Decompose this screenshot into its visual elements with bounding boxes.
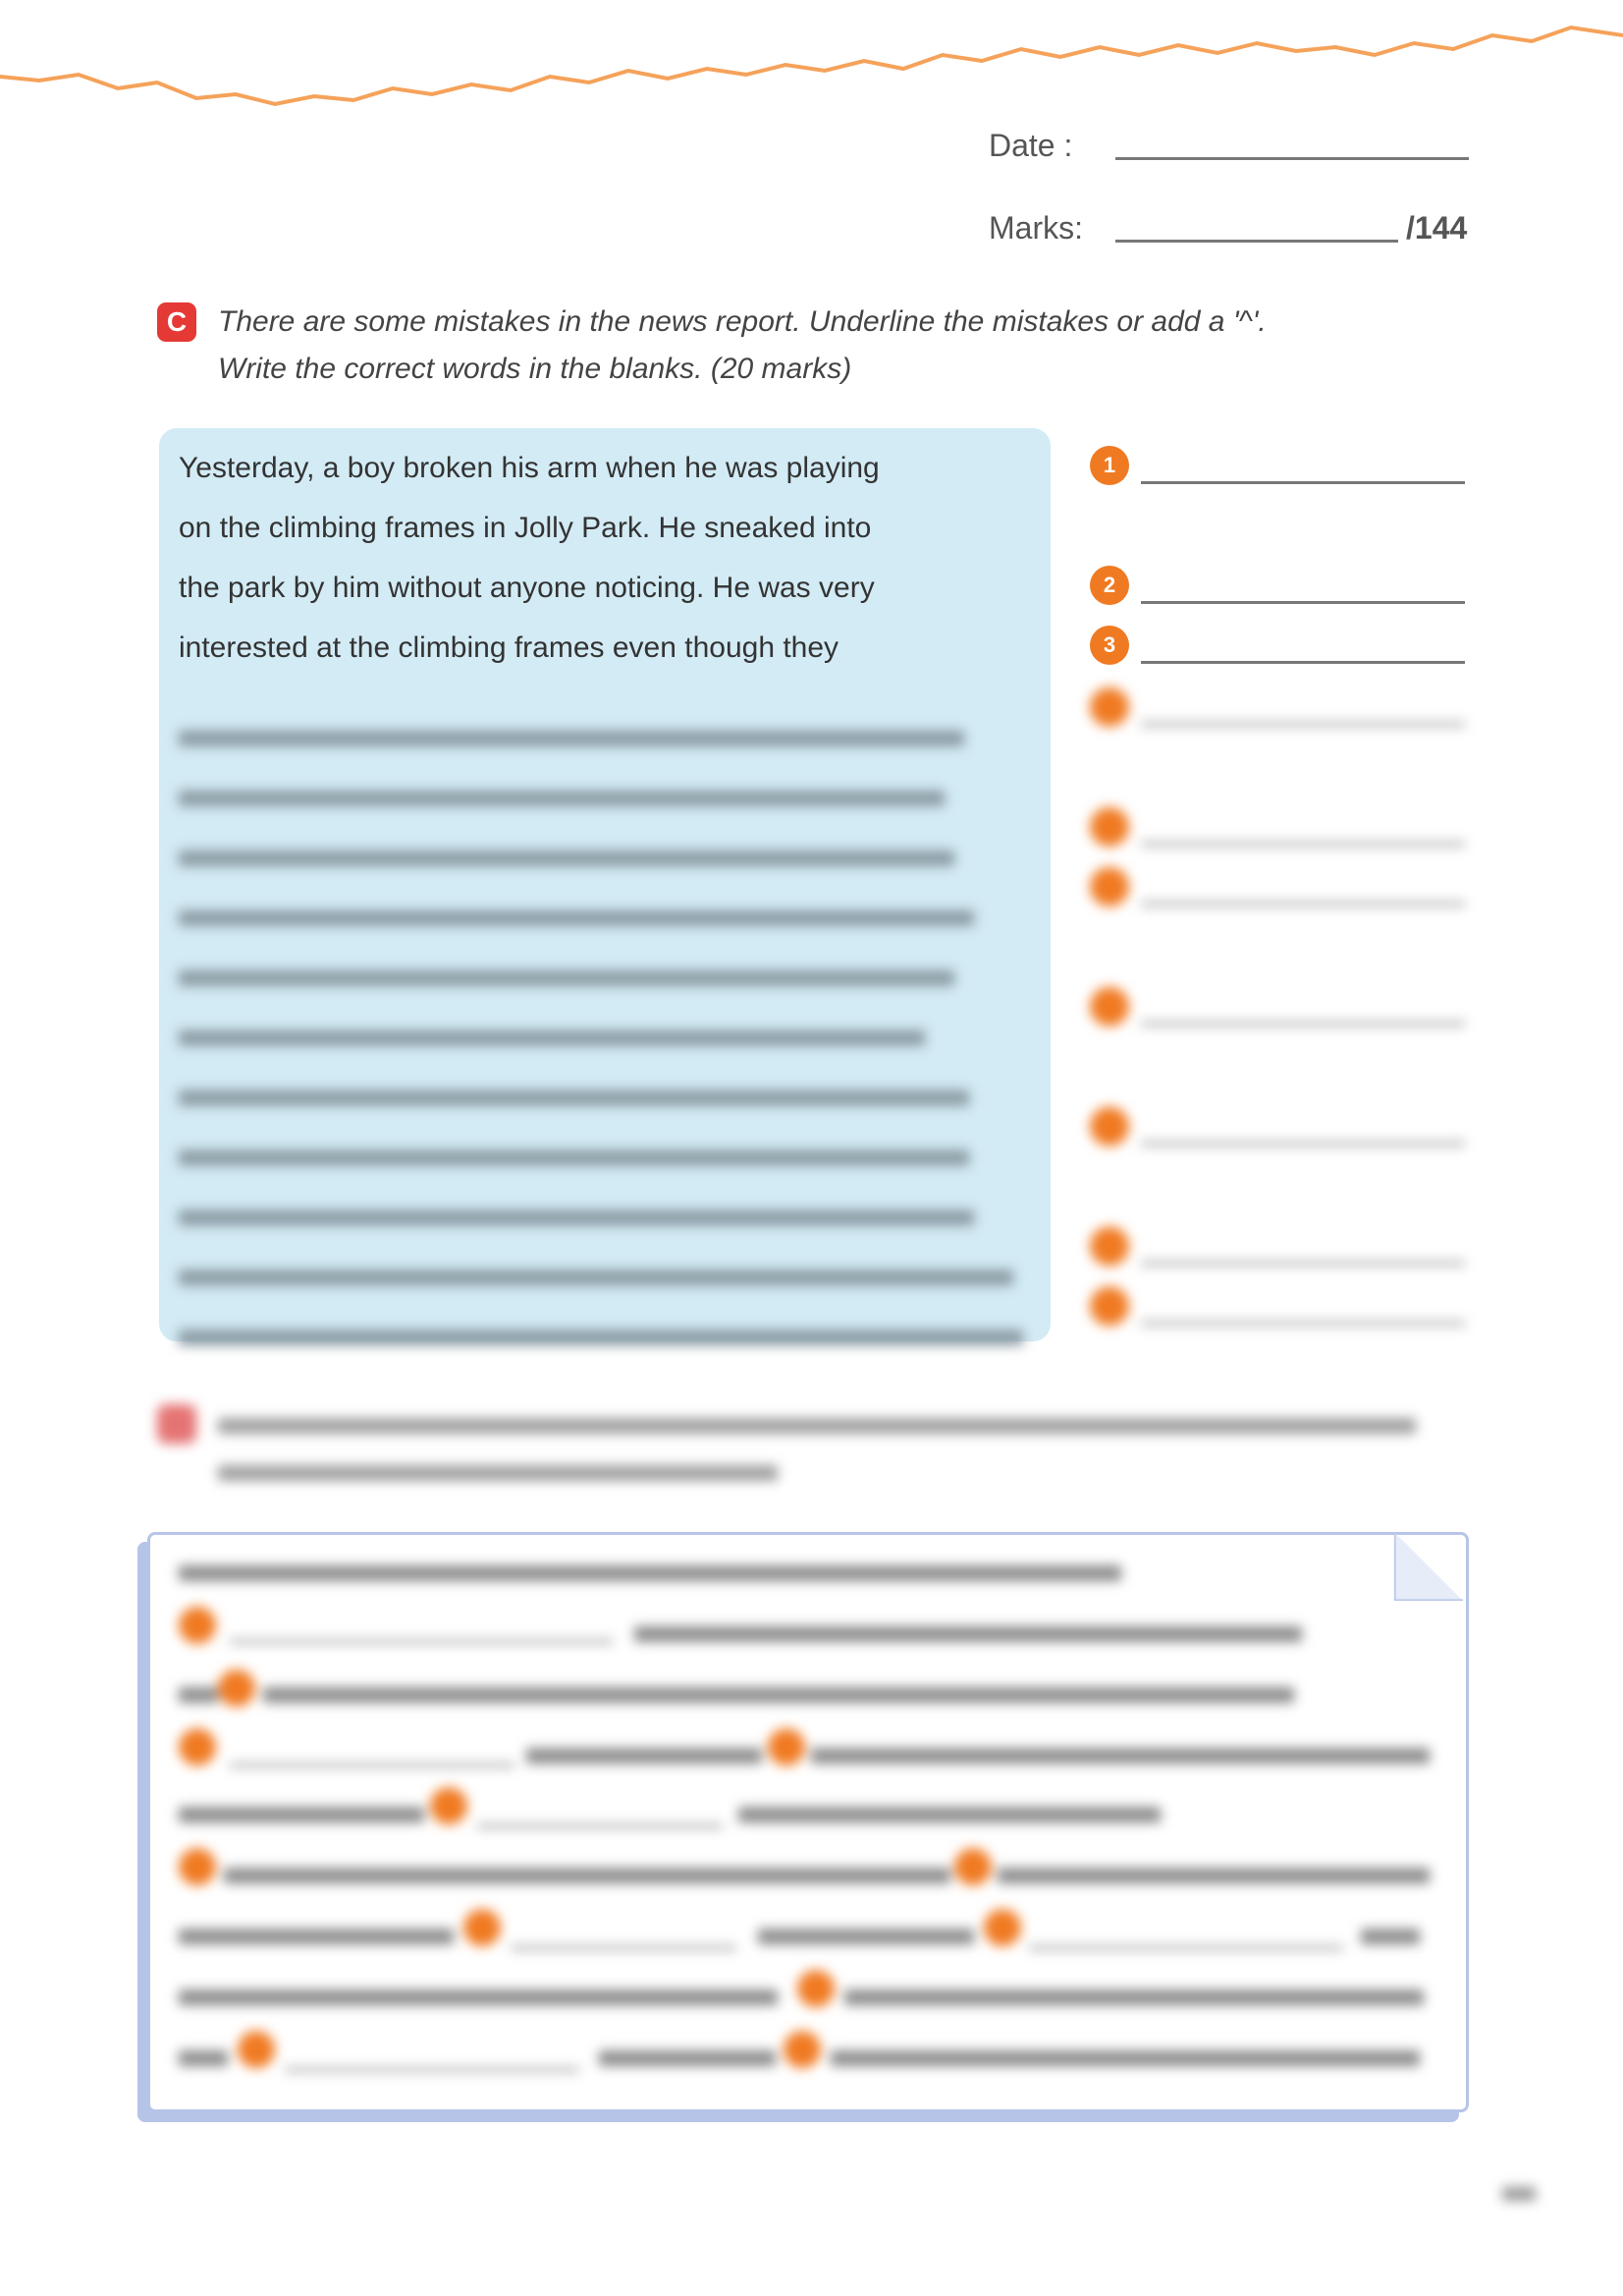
- answer-blank[interactable]: [1141, 1142, 1465, 1145]
- answer-blank-3[interactable]: [1141, 661, 1465, 664]
- instruction-line-1: There are some mistakes in the news report. Underline the mistakes or add a '^'.: [218, 305, 1267, 338]
- passage-line: Yesterday, a boy broken his arm when he was playing: [179, 452, 880, 484]
- number-marker: [1090, 867, 1129, 906]
- answer-blank-2[interactable]: [1141, 601, 1465, 604]
- number-marker: [1090, 807, 1129, 847]
- number-marker-3: 3: [1090, 626, 1129, 665]
- section-c-instructions: [218, 299, 1494, 393]
- number-marker-2: 2: [1090, 566, 1129, 605]
- blurred-passage-lines: [179, 709, 964, 1390]
- marks-total: /144: [1406, 210, 1468, 246]
- section-d-instruction-line-2: [218, 1465, 778, 1481]
- number-marker-1: 1: [1090, 446, 1129, 485]
- date-field[interactable]: [1115, 157, 1469, 160]
- news-report-text: [179, 438, 1043, 678]
- answer-blank[interactable]: [1141, 843, 1465, 846]
- number-marker: [1090, 1227, 1129, 1266]
- answer-blank-1[interactable]: [1141, 481, 1465, 484]
- section-d-instruction-line-1: [218, 1418, 1416, 1434]
- passage-line: the park by him without anyone noticing. He was very: [179, 572, 875, 604]
- answer-blank[interactable]: [1141, 1322, 1465, 1325]
- torn-edge-decoration: [0, 0, 1623, 137]
- article-content: [173, 1546, 1449, 2096]
- answer-blank[interactable]: [1141, 723, 1465, 726]
- page-number: [1502, 2182, 1542, 2206]
- number-marker: [1090, 1107, 1129, 1146]
- marks-label: Marks:: [989, 210, 1083, 246]
- answer-blank[interactable]: [1141, 1022, 1465, 1025]
- number-marker: [1090, 1286, 1129, 1326]
- instruction-line-2: Write the correct words in the blanks. (20 marks): [218, 353, 852, 385]
- date-label: Date :: [989, 128, 1073, 163]
- section-d-badge: [157, 1404, 196, 1444]
- answer-blank[interactable]: [1141, 1262, 1465, 1265]
- passage-line: on the climbing frames in Jolly Park. He sneaked into: [179, 512, 872, 544]
- section-c-badge: C: [157, 302, 196, 342]
- number-marker: [1090, 987, 1129, 1026]
- number-marker: [1090, 687, 1129, 727]
- marks-field[interactable]: [1115, 240, 1398, 243]
- answer-blank[interactable]: [1141, 902, 1465, 905]
- passage-line: interested at the climbing frames even though they: [179, 631, 839, 664]
